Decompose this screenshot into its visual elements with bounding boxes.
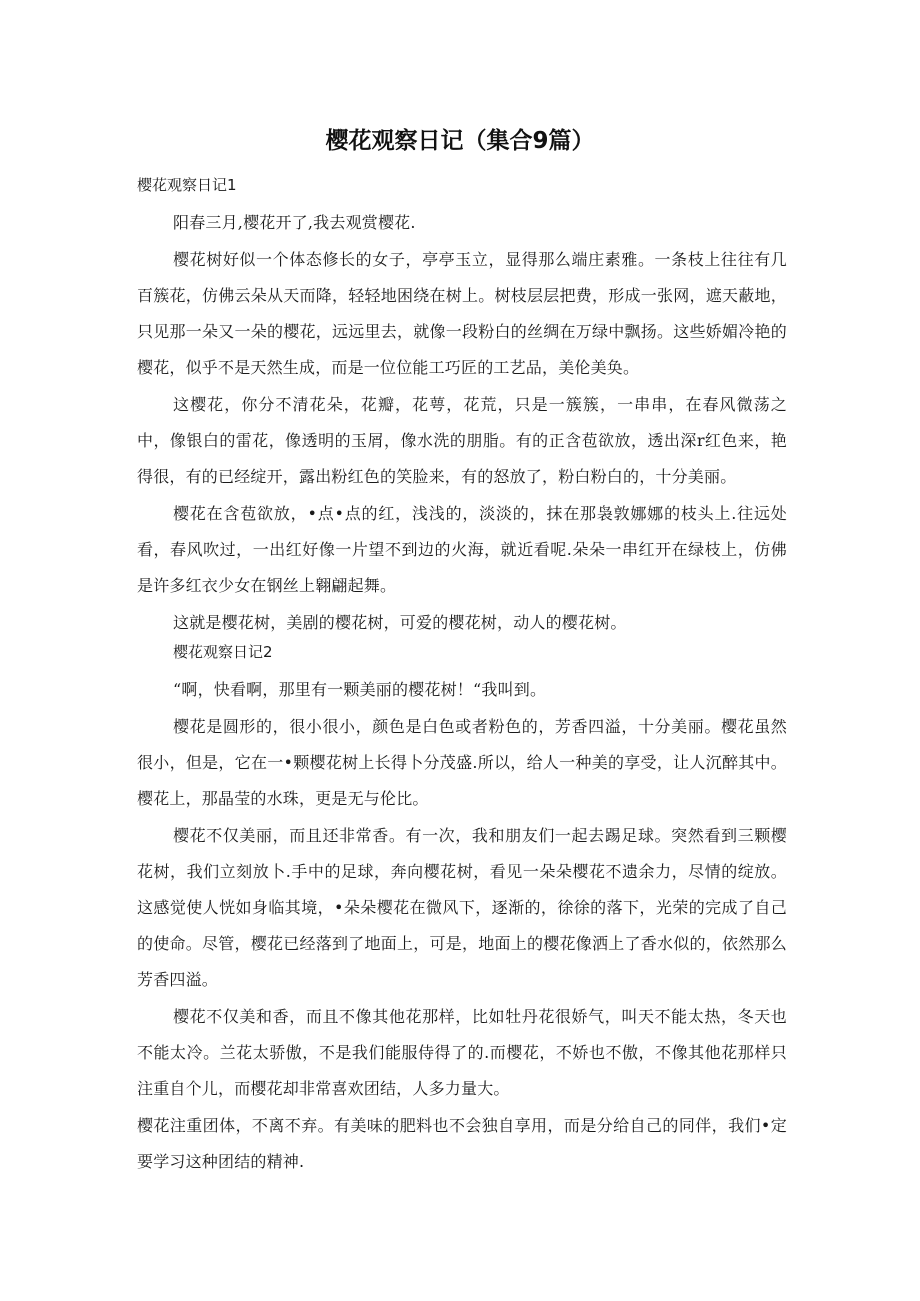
paragraph: “啊，快看啊，那里有一颗美丽的樱花树！“我叫到。: [173, 680, 547, 699]
diary-entry-2: [137, 642, 787, 1180]
paragraph: 阳春三月,樱花开了,我去观赏樱花.: [173, 213, 416, 232]
paragraph: 这就是樱花树，美剧的樱花树，可爱的樱花树，动人的樱花树。: [173, 613, 627, 632]
diary-heading: 樱花观察日记2: [173, 643, 273, 661]
document-body: [137, 175, 787, 1181]
paragraph: 樱花不仅美和香，而且不像其他花那样，比如牡丹花很娇气，叫天不能太热，冬天也不能太冷。兰花太骄傲，不是我们能服侍得了的.而樱花，不娇也不傲，不像其他花那样只注重自个儿，而樱花却非常喜欢团结，人多力量大。: [137, 1007, 787, 1098]
diary-heading: 樱花观察日记1: [137, 176, 237, 194]
paragraph: 樱花不仅美丽，而且还非常香。有一次，我和朋友们一起去踢足球。突然看到三颗樱花树，我们立刻放卜.手中的足球，奔向樱花树，看见一朵朵樱花不遗余力，尽情的绽放。这感觉使人恍如身临其境，•朵朵樱花在微风下，逐渐的，徐徐的落下，光荣的完成了自己的使命。尽管，樱花已经落到了地面上，可是，地面上的樱花像洒上了香水似的，依然那么芳香四溢。: [137, 826, 787, 989]
paragraph: 樱花树好似一个体态修长的女子，亭亭玉立，显得那么端庄素雅。一条枝上往往有几百簇花，仿佛云朵从天而降，轻轻地困绕在树上。树枝层层把费，形成一张网，遮天蔽地，只见那一朵又一朵的樱花，远远里去，就像一段粉白的丝绸在万绿中飘扬。这些娇媚冷艳的樱花，似乎不是天然生成，而是一位位能工巧匠的工艺品，美伦美奂。: [137, 250, 787, 377]
paragraph: 樱花是圆形的，很小很小，颜色是白色或者粉色的，芳香四溢，十分美丽。樱花虽然很小，但是，它在一•颗樱花树上长得卜分茂盛.所以，给人一种美的享受，让人沉醉其中。樱花上，那晶莹的水珠，更是无与伦比。: [137, 717, 787, 808]
paragraph: 这樱花，你分不清花朵，花瓣，花萼，花荒，只是一簇簇，一串串，在春风微荡之中，像银白的雷花，像透明的玉屑，像水洗的朋脂。有的正含苞欲放，透出深r红色来，艳得很，有的已经绽开，露出粉红色的笑脸来，有的怒放了，粉白粉白的，十分美丽。: [137, 395, 787, 486]
document-title: 樱花观察日记（集合9篇）: [325, 128, 595, 154]
paragraph: 樱花在含苞欲放，•点•点的红，浅浅的，淡淡的，抹在那袅敦娜娜的枝头上.往远处看，春风吹过，一出红好像一片望不到边的火海，就近看呢.朵朵一串红开在绿枝上，仿佛是许多红衣少女在钢丝上翱翩起舞。: [137, 504, 787, 595]
paragraph: 樱花注重团体，不离不弃。有美味的肥料也不会独自享用，而是分给自己的同伴，我们•定要学习这种团结的精神.: [137, 1116, 787, 1171]
diary-entry-1: [137, 175, 787, 641]
